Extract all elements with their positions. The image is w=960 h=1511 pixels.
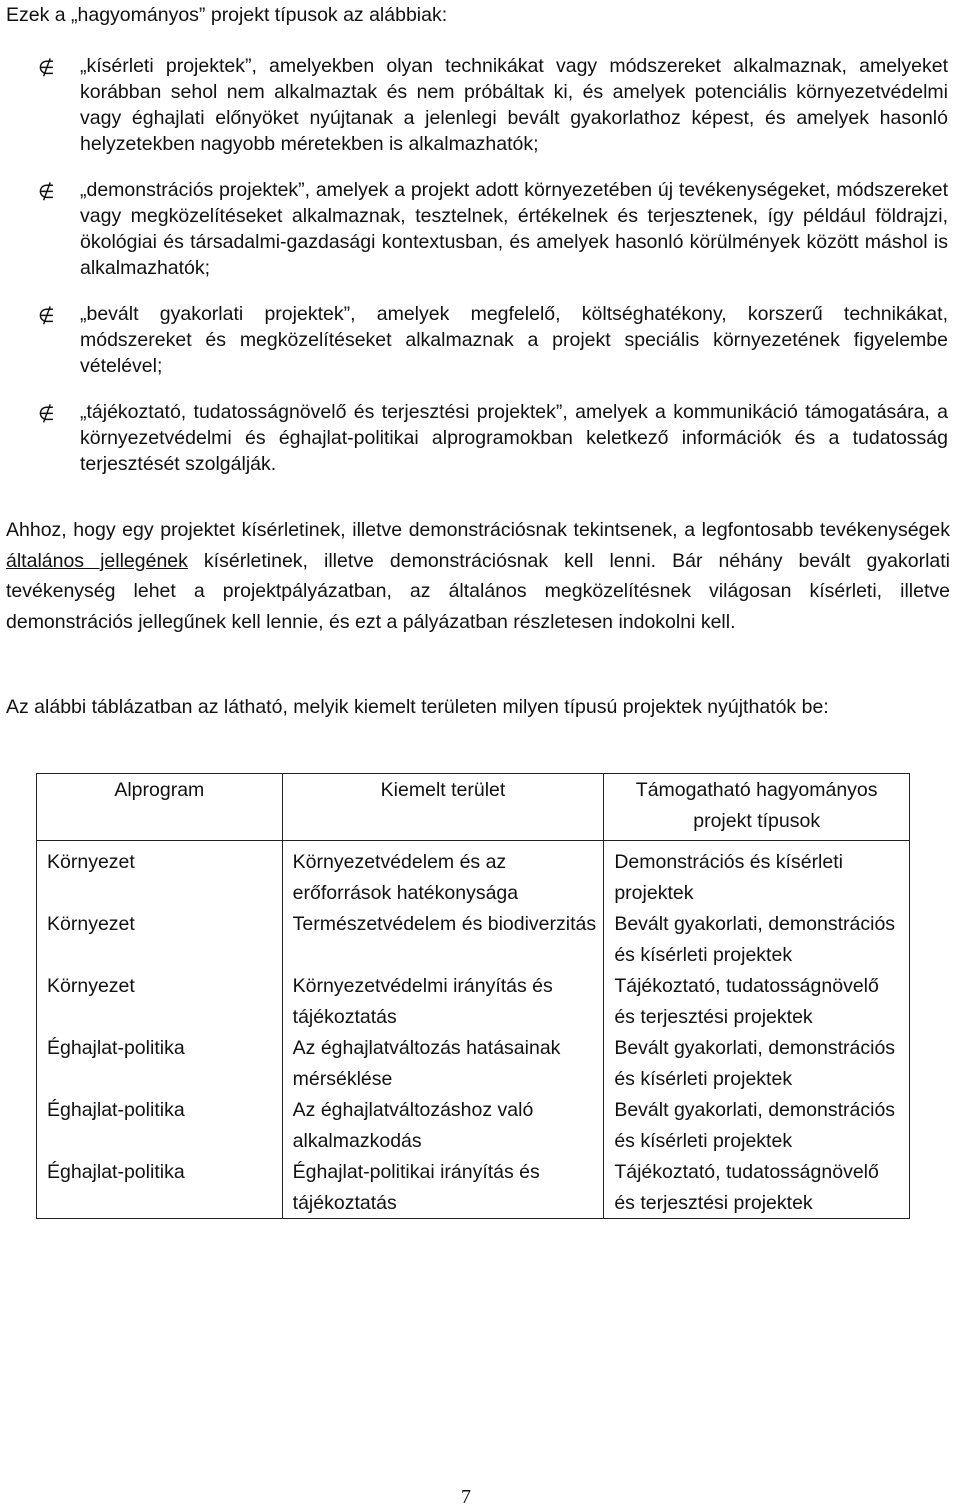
table-row xyxy=(37,908,910,970)
not-element-of-icon: ∉ xyxy=(38,305,55,327)
table-cell: Környezet xyxy=(37,908,283,970)
project-types-table xyxy=(36,773,910,1219)
page-number: 7 xyxy=(461,1486,471,1508)
table-cell: Bevált gyakorlati, demonstrációs és kísérleti projektek xyxy=(604,1032,910,1094)
list-item xyxy=(0,53,960,157)
table-row xyxy=(37,1094,910,1156)
paragraph-text: kísérletinek, illetve demonstrációsnak kell lenni. Bár néhány bevált gyakorlati tevékenység lehet a projektpályázatban, az általános megközelítésnek világosan kísérleti, illetve demonstrációs jellegűnek kell lennie, és ezt a pályázatban részletesen indokolni kell. xyxy=(6,549,950,633)
table-row xyxy=(37,970,910,1032)
table-row xyxy=(37,1156,910,1219)
table-cell: Bevált gyakorlati, demonstrációs és kísérleti projektek xyxy=(604,1094,910,1156)
list-item xyxy=(0,177,960,281)
paragraph-experimental-demonstration xyxy=(6,515,950,637)
table-cell: Éghajlat-politika xyxy=(37,1094,283,1156)
table-cell: Környezet xyxy=(37,841,283,909)
table-row xyxy=(37,841,910,909)
table-cell: Tájékoztató, tudatosságnövelő és terjesztési projektek xyxy=(604,1156,910,1219)
not-element-of-icon: ∉ xyxy=(38,181,55,203)
header-priority-area: Kiemelt terület xyxy=(282,774,604,841)
underlined-text: általános jellegének xyxy=(6,549,188,572)
not-element-of-icon: ∉ xyxy=(38,57,55,79)
table-cell: Környezetvédelmi irányítás és tájékoztatás xyxy=(282,970,604,1032)
list-item xyxy=(0,301,960,379)
table-cell: Éghajlat-politika xyxy=(37,1032,283,1094)
intro-text: Ezek a „hagyományos” projekt típusok az alábbiak: xyxy=(6,4,448,26)
table-header-row xyxy=(37,774,910,841)
paragraph-text: Ahhoz, hogy egy projektet kísérletinek, illetve demonstrációsnak tekintsenek, a legfontosabb tevékenységek xyxy=(6,519,950,541)
table-cell: Az éghajlatváltozás hatásainak mérséklése xyxy=(282,1032,604,1094)
list-item xyxy=(0,399,960,477)
project-type-list xyxy=(0,53,960,497)
list-item-text: „kísérleti projektek”, amelyekben olyan technikákat vagy módszereket alkalmaznak, amelyeket korábban sehol nem alkalmaztak és nem próbáltak ki, és amelyek potenciális környezetvédelmi vagy éghajlati előnyöket nyújtanak a jelenlegi bevált gyakorlathoz képest, és amelyek hasonló helyzetekben nagyobb méretekben is alkalmazhatók; xyxy=(80,55,948,155)
list-item-text: „demonstrációs projektek”, amelyek a projekt adott környezetében új tevékenységeket, módszereket vagy megközelítéseket alkalmaznak, tesztelnek, értékelnek és terjesztenek, így például földrajzi, ökológiai és társadalmi-gazdasági kontextusban, és amelyek hasonló körülmények között máshol is alkalmazhatók; xyxy=(80,179,948,279)
table-row xyxy=(37,1032,910,1094)
table-cell: Környezetvédelem és az erőforrások hatékonysága xyxy=(282,841,604,909)
table-cell: Éghajlat-politika xyxy=(37,1156,283,1219)
list-item-text: „bevált gyakorlati projektek”, amelyek megfelelő, költséghatékony, korszerű technikákat, módszereket és megközelítéseket alkalmaznak a projekt speciális környezetének figyelembe vételével; xyxy=(80,303,948,377)
table-cell: Az éghajlatváltozáshoz való alkalmazkodás xyxy=(282,1094,604,1156)
table-cell: Bevált gyakorlati, demonstrációs és kísérleti projektek xyxy=(604,908,910,970)
paragraph-table-intro: Az alábbi táblázatban az látható, melyik kiemelt területen milyen típusú projektek nyújthatók be: xyxy=(6,696,829,718)
table-cell: Környezet xyxy=(37,970,283,1032)
header-project-types: Támogatható hagyományos projekt típusok xyxy=(604,774,910,841)
table-cell: Természetvédelem és biodiverzitás xyxy=(282,908,604,970)
table-cell: Demonstrációs és kísérleti projektek xyxy=(604,841,910,909)
table-cell: Tájékoztató, tudatosságnövelő és terjesztési projektek xyxy=(604,970,910,1032)
not-element-of-icon: ∉ xyxy=(38,403,55,425)
table-cell: Éghajlat-politikai irányítás és tájékoztatás xyxy=(282,1156,604,1219)
list-item-text: „tájékoztató, tudatosságnövelő és terjesztési projektek”, amelyek a kommunikáció támogatására, a környezetvédelmi és éghajlat-politikai alprogramokban keletkező információk és a tudatosság terjesztését szolgálják. xyxy=(80,401,948,475)
header-subprogram: Alprogram xyxy=(37,774,283,841)
